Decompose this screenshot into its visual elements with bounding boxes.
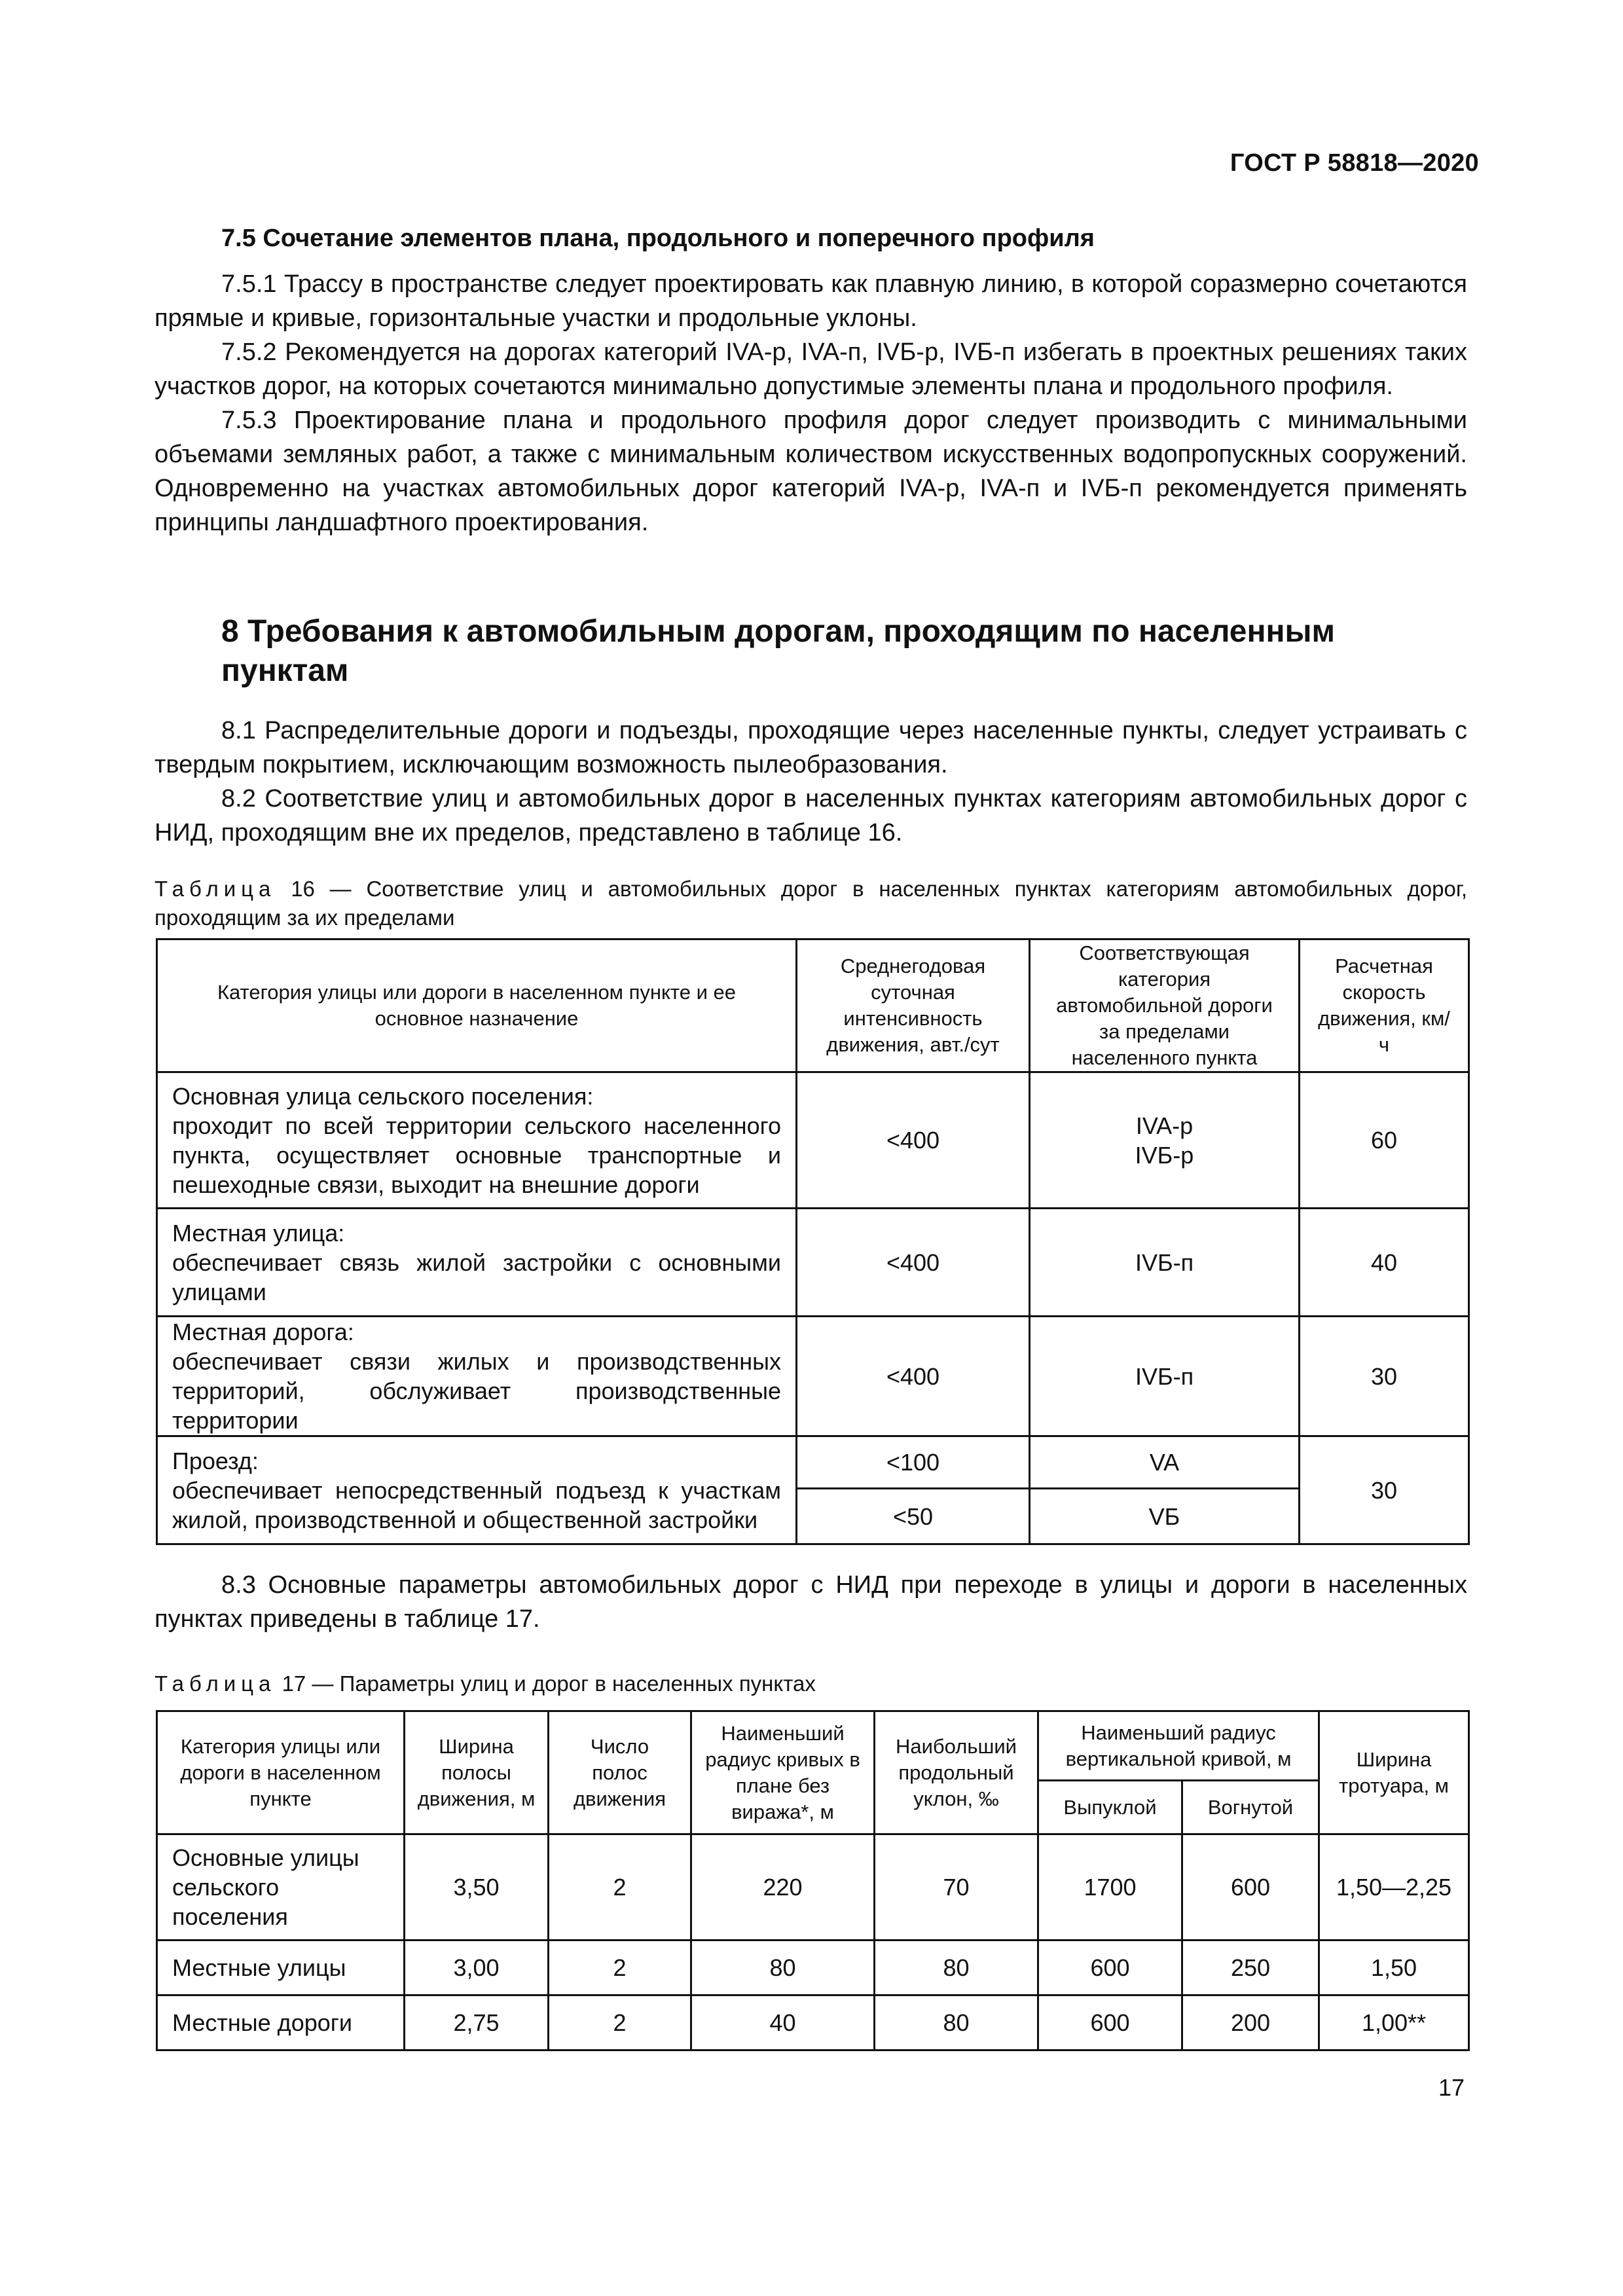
section-7-5 [155,221,1467,539]
table-row [157,1072,1469,1209]
table-17-header-lanes: Число полос движения [549,1711,691,1834]
table-17-cell-radius-plan: 220 [691,1834,875,1941]
paragraph-8-1: 8.1 Распределительные дороги и подъезды, проходящие через населенные пункты, следует устраивать с твердым покрытием, исключающим возможность пылеобразования. [155,717,1467,778]
table-17-cell-concave: 250 [1182,1941,1319,1995]
table-17-cell-convex: 600 [1038,1941,1182,1995]
table-16-cell-road-category: IVБ-п [1030,1317,1300,1436]
table-row [157,1941,1469,1995]
table-row [157,1995,1469,2050]
table-16-cell-intensity: <100 [797,1436,1030,1489]
road-category-2: IVБ-р [1135,1141,1194,1169]
table-16-cell-road-category: VБ [1030,1489,1300,1544]
table-17-cell-convex: 1700 [1038,1834,1182,1941]
table-row [157,1834,1469,1941]
category-title: Основная улица сельского поселения: [172,1082,594,1110]
section-7-5-heading: 7.5 Сочетание элементов плана, продольного и поперечного профиля [221,225,1095,252]
table-row [157,1436,1469,1489]
table-16-header-intensity: Среднегодовая суточная интенсивность движения, авт./сут [797,939,1030,1072]
category-purpose: обеспечивает непосредственный подъезд к участкам жилой, производственной и общественной застройки [172,1476,781,1533]
table-17-cell-lane-width: 3,00 [405,1941,549,1995]
table-17-cell-category: Местные дороги [157,1995,405,2050]
table-16-cell-intensity: <400 [797,1072,1030,1209]
table-16-cell-intensity: <50 [797,1489,1030,1544]
table-17-cell-radius-plan: 40 [691,1995,875,2050]
table-16-cell-speed: 30 [1300,1436,1469,1544]
page-number: 17 [1438,2074,1465,2101]
paragraph-8-3: 8.3 Основные параметры автомобильных дорог с НИД при переходе в улицы и дороги в населенных пунктах приведены в таблице 17. [155,1571,1467,1633]
table-17-cell-category: Местные улицы [157,1941,405,1995]
table-16-cell-road-category: IVБ-п [1030,1209,1300,1317]
section-8-heading: 8 Требования к автомобильным дорогам, проходящим по населенным пунктам [221,614,1335,688]
table-16-cell-category [157,1317,797,1436]
table-row [157,1209,1469,1317]
table-16-header-road-category: Соответствующая категория автомобильной дороги за пределами населенного пункта [1030,939,1300,1072]
table-16-header-row [157,939,1469,1072]
table-17-cell-concave: 200 [1182,1995,1319,2050]
table-16-title: 16 — Соответствие улиц и автомобильных дорог в населенных пунктах категориям автомобильных дорог, проходящим за их пределами [155,877,1468,930]
table-17-caption [155,1669,1467,1698]
category-purpose: проходит по всей территории сельского населенного пункта, осуществляет основные транспортные и пешеходные связи, выходит на внешние дороги [172,1112,781,1198]
table-16-cell-speed: 30 [1300,1317,1469,1436]
table-17-cell-lanes: 2 [549,1995,691,2050]
category-title: Местная улица: [172,1219,345,1247]
category-purpose: обеспечивает связь жилой застройки с основными улицами [172,1248,781,1305]
table-17-header-convex: Выпуклой [1038,1781,1182,1834]
table-row [157,1317,1469,1436]
table-16-cell-category [157,1072,797,1209]
table-17-header-min-radius-plan: Наименьший радиус кривых в плане без виража*, м [691,1711,875,1834]
table-17-cell-category: Основные улицы сельского поселения [157,1834,405,1941]
table-17 [156,1710,1470,2051]
table-16-cell-category [157,1209,797,1317]
table-17-cell-radius-plan: 80 [691,1941,875,1995]
category-purpose: обеспечивает связи жилых и производственных территорий, обслуживает производственные территории [172,1348,781,1434]
section-8-intro [155,714,1467,850]
table-16-cell-category [157,1436,797,1544]
road-category-1: IVA-р [1135,1112,1194,1139]
table-16-cell-speed: 40 [1300,1209,1469,1317]
table-17-header-lane-width: Ширина полосы движения, м [405,1711,549,1834]
table-17-header-min-radius-vertical: Наименьший радиус вертикальной кривой, м [1038,1711,1319,1781]
table-17-cell-convex: 600 [1038,1995,1182,2050]
paragraph-7-5-1: 7.5.1 Трассу в пространстве следует проектировать как плавную линию, в которой соразмерно сочетаются прямые и кривые, горизонтальные участки и продольные уклоны. [155,270,1467,332]
table-16-cell-road-category: VA [1030,1436,1300,1489]
table-16-caption [155,875,1467,932]
table-17-cell-sidewalk: 1,50 [1319,1941,1469,1995]
section-8-3 [155,1568,1467,1636]
table-16 [156,938,1470,1545]
table-17-header-concave: Вогнутой [1182,1781,1319,1834]
document-code: ГОСТ Р 58818—2020 [1230,149,1479,177]
table-17-header-sidewalk: Ширина тротуара, м [1319,1711,1469,1834]
table-17-header-category: Категория улицы или дороги в населенном пункте [157,1711,405,1834]
paragraph-8-2: 8.2 Соответствие улиц и автомобильных дорог в населенных пунктах категориям автомобильных дорог с НИД, проходящим вне их пределов, представлено в таблице 16. [155,785,1467,847]
table-16-cell-speed: 60 [1300,1072,1469,1209]
category-title: Проезд: [172,1447,259,1474]
table-17-cell-lanes: 2 [549,1941,691,1995]
category-title: Местная дорога: [172,1319,354,1345]
paragraph-7-5-3: 7.5.3 Проектирование плана и продольного профиля дорог следует производить с минимальными объемами земляных работ, а также с минимальным количеством искусственных водопропускных сооружений. Одновременно на участках автомобильных дорог категорий IVA-р, IVA-п и IVБ-п рекомендуется применять принципы ландшафтного проектирования. [155,407,1467,536]
table-16-cell-road-category [1030,1072,1300,1209]
table-16-cell-intensity: <400 [797,1317,1030,1436]
table-17-cell-grade: 70 [875,1834,1038,1941]
table-17-title: 17 — Параметры улиц и дорог в населенных пунктах [282,1671,816,1696]
table-17-cell-concave: 600 [1182,1834,1319,1941]
table-17-cell-lanes: 2 [549,1834,691,1941]
table-17-header-max-grade: Наибольший продольный уклон, ‰ [875,1711,1038,1834]
table-17-cell-sidewalk: 1,50—2,25 [1319,1834,1469,1941]
table-17-header-row-1 [157,1711,1469,1781]
table-17-cell-lane-width: 3,50 [405,1834,549,1941]
table-17-cell-sidewalk: 1,00** [1319,1995,1469,2050]
table-17-label: Таблица [155,1671,276,1696]
table-16-header-category: Категория улицы или дороги в населенном пункте и ее основное назначение [157,939,797,1072]
table-17-cell-grade: 80 [875,1941,1038,1995]
table-16-cell-intensity: <400 [797,1209,1030,1317]
table-16-label: Таблица [155,877,276,901]
table-17-cell-lane-width: 2,75 [405,1995,549,2050]
table-16-header-speed: Расчетная скорость движения, км/ч [1300,939,1469,1072]
table-17-cell-grade: 80 [875,1995,1038,2050]
paragraph-7-5-2: 7.5.2 Рекомендуется на дорогах категорий IVA-р, IVA-п, IVБ-р, IVБ-п избегать в проектных решениях таких участков дорог, на которых сочетаются минимально допустимые элементы плана и продольного профиля. [155,338,1467,400]
